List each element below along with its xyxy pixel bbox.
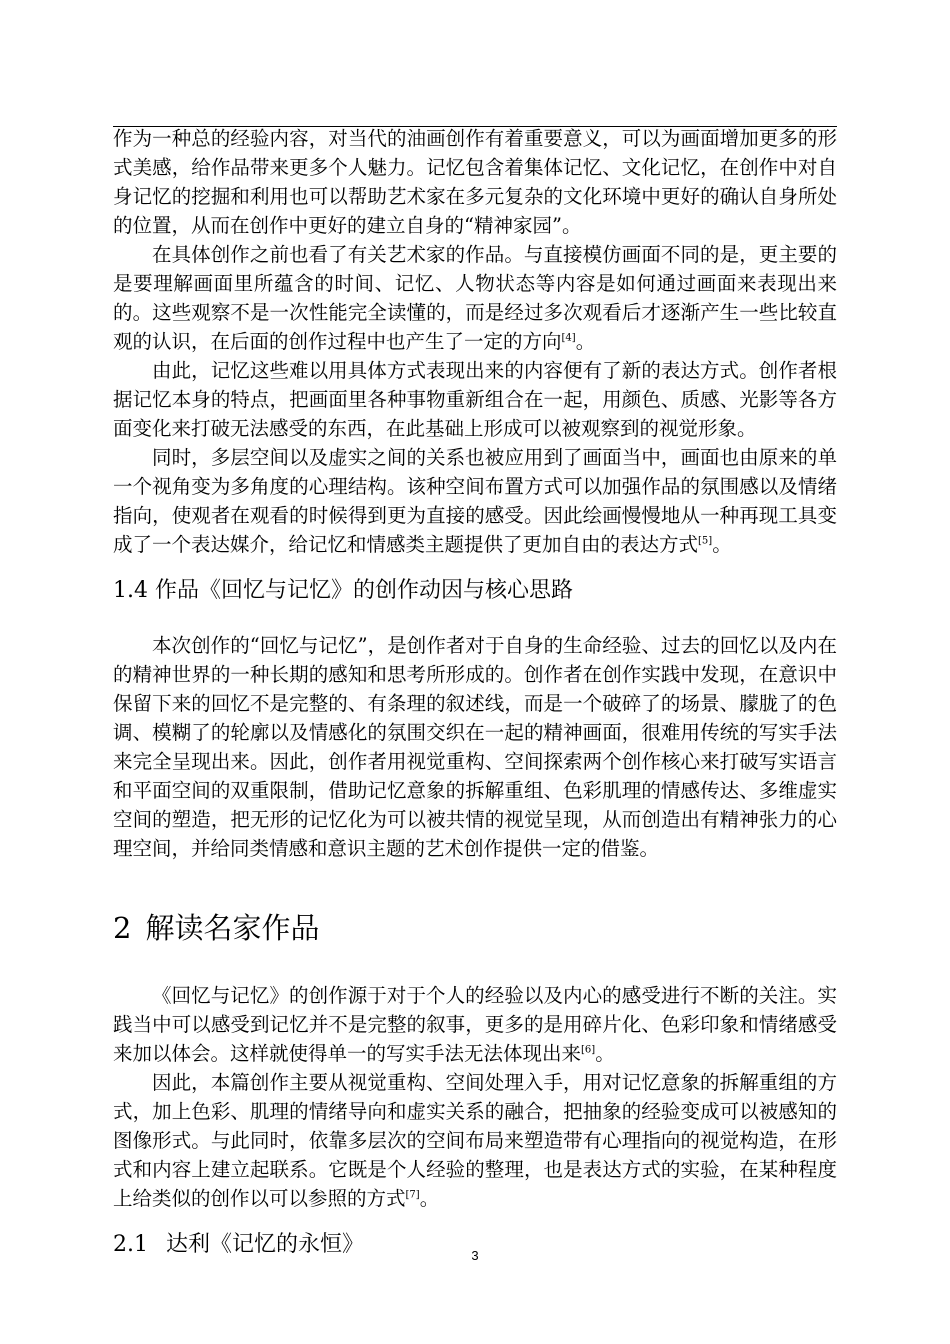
paragraph [113,1068,837,1213]
body-text [113,124,837,1262]
citation-ref: [4] [561,332,576,344]
paragraph-text: 在具体创作之前也看了有关艺术家的作品。与直接模仿画面不同的是，更主要的是要理解画面里所蕴含的时间、记忆、人物状态等内容是如何通过画面来表现出来的。这些观察不是一次性能完全读懂的，而是经过多次观看后才逐渐产生一些比较直观的认识，在后面的创作过程中也产生了一定的方向 [113,243,837,353]
citation-ref: [7] [405,1189,420,1201]
paragraph-text: 同时，多层空间以及虚实之间的关系也被应用到了画面当中，画面也由原来的单一个视角变为多角度的心理结构。该种空间布置方式可以加强作品的氛围感以及情绪指向，使观者在观看的时候得到更为直接的感受。因此绘画慢慢地从一种再现工具变成了一个表达媒介，给记忆和情感类主题提供了更加自由的表达方式 [113,446,837,556]
paragraph [113,443,837,559]
citation-ref: [5] [698,535,713,547]
paragraph-end: 。 [595,1042,615,1065]
paragraph [113,631,837,863]
paragraph-end: 。 [575,330,596,353]
paragraph-text: 由此，记忆这些难以用具体方式表现出来的内容便有了新的表达方式。创作者根据记忆本身的特点，把画面里各种事物重新组合在一起，用颜色、质感、光影等各方面变化来打破无法感受的东西，在此基础上形成可以被观察到的视觉形象。 [113,359,837,440]
paragraph [113,240,837,356]
paragraph-end: 。 [419,1187,440,1210]
chapter-title: 解读名家作品 [145,911,320,945]
paragraph-continued [113,124,837,240]
paragraph [113,356,837,443]
paragraph-text: 本次创作的“回忆与记忆”，是创作者对于自身的生命经验、过去的回忆以及内在的精神世界的一种长期的感知和思考所形成的。创作者在创作实践中发现，在意识中保留下来的回忆不是完整的、有条理的叙述线，而是一个破碎了的场景、朦胧了的色调、模糊了的轮廓以及情感化的氛围交织在一起的精神画面，很难用传统的写实手法来完全呈现出来。因此，创作者用视觉重构、空间探索两个创作核心来打破写实语言和平面空间的双重限制，借助记忆意象的拆解重组、色彩肌理的情感传达、多维虚实空间的塑造，把无形的记忆化为可以被共情的视觉呈现，从而创造出有精神张力的心理空间，并给同类情感和意识主题的艺术创作提供一定的借鉴。 [113,634,837,860]
paragraph [113,981,837,1068]
subsection-title: 达利《记忆的永恒》 [166,1232,365,1257]
paragraph-text: 因此，本篇创作主要从视觉重构、空间处理入手，用对记忆意象的拆解重组的方式，加上色彩、肌理的情绪导向和虚实关系的融合，把抽象的经验变成可以被感知的图像形式。与此同时，依靠多层次的空间布局来塑造带有心理指向的视觉构造，在形式和内容上建立起联系。它既是个人经验的整理，也是表达方式的实验，在某种程度上给类似的创作以可以参照的方式 [113,1071,837,1210]
subsection-number: 2.1 [113,1232,148,1257]
section-heading: 1.4 作品《回忆与记忆》的创作动因与核心思路 [113,578,573,603]
paragraph-text: 作为一种总的经验内容，对当代的油画创作有着重要意义，可以为画面增加更多的形式美感，给作品带来更多个人魅力。记忆包含着集体记忆、文化记忆，在创作中对自身记忆的挖掘和利用也可以帮助艺术家在多元复杂的文化环境中更好的确认自身所处的位置，从而在创作中更好的建立自身的“精神家园”。 [113,127,837,237]
chapter-heading [113,908,837,948]
page-number: 3 [471,1248,479,1263]
chapter-number: 2 [113,911,132,945]
paragraph-text: 《回忆与记忆》的创作源于对于个人的经验以及内心的感受进行不断的关注。实践当中可以感受到记忆并不是完整的叙事，更多的是用碎片化、色彩印象和情绪感受来加以体会。这样就使得单一的写实手法无法体现出来 [113,984,837,1065]
citation-ref: [6] [581,1044,596,1056]
paragraph-end: 。 [712,533,732,556]
